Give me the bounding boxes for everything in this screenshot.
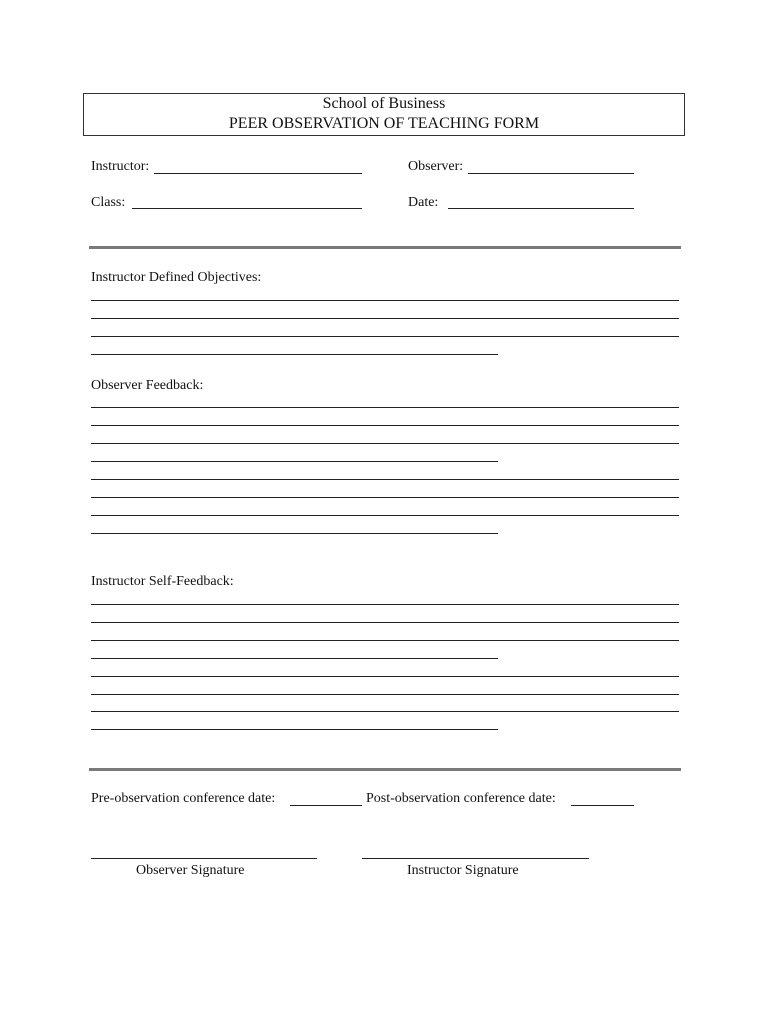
objectives-line[interactable] — [91, 354, 498, 355]
self-feedback-line[interactable] — [91, 729, 498, 730]
section-divider — [89, 768, 681, 771]
self-feedback-line[interactable] — [91, 640, 679, 641]
post-observation-label: Post-observation conference date: — [366, 791, 556, 806]
self-feedback-label: Instructor Self-Feedback: — [91, 574, 234, 589]
objectives-line[interactable] — [91, 336, 679, 337]
instructor-signature-line[interactable] — [362, 858, 589, 859]
date-field[interactable] — [448, 208, 634, 209]
title-box — [83, 93, 685, 136]
self-feedback-line[interactable] — [91, 711, 679, 712]
self-feedback-line[interactable] — [91, 676, 679, 677]
class-field[interactable] — [132, 208, 362, 209]
pre-observation-label: Pre-observation conference date: — [91, 791, 276, 806]
observer-feedback-line[interactable] — [91, 425, 679, 426]
observer-signature-label: Observer Signature — [136, 863, 245, 878]
school-name: School of Business — [322, 95, 446, 112]
observer-feedback-line[interactable] — [91, 443, 679, 444]
instructor-label: Instructor: — [91, 159, 150, 174]
instructor-signature-label: Instructor Signature — [407, 863, 519, 878]
section-divider — [89, 246, 681, 249]
observer-feedback-line[interactable] — [91, 533, 498, 534]
post-observation-date-field[interactable] — [571, 805, 634, 806]
observer-label: Observer: — [408, 159, 464, 174]
observer-feedback-line[interactable] — [91, 479, 679, 480]
observer-signature-line[interactable] — [91, 858, 317, 859]
observer-feedback-line[interactable] — [91, 515, 679, 516]
class-label: Class: — [91, 195, 126, 210]
objectives-label: Instructor Defined Objectives: — [91, 270, 262, 285]
self-feedback-line[interactable] — [91, 658, 498, 659]
objectives-line[interactable] — [91, 300, 679, 301]
self-feedback-line[interactable] — [91, 604, 679, 605]
date-label: Date: — [408, 195, 439, 210]
instructor-field[interactable] — [154, 173, 362, 174]
self-feedback-line[interactable] — [91, 694, 679, 695]
observer-feedback-line[interactable] — [91, 497, 679, 498]
observer-feedback-label: Observer Feedback: — [91, 378, 204, 393]
observer-field[interactable] — [468, 173, 634, 174]
form-title: PEER OBSERVATION OF TEACHING FORM — [228, 115, 540, 132]
pre-observation-date-field[interactable] — [290, 805, 362, 806]
objectives-line[interactable] — [91, 318, 679, 319]
observer-feedback-line[interactable] — [91, 461, 498, 462]
observer-feedback-line[interactable] — [91, 407, 679, 408]
self-feedback-line[interactable] — [91, 622, 679, 623]
